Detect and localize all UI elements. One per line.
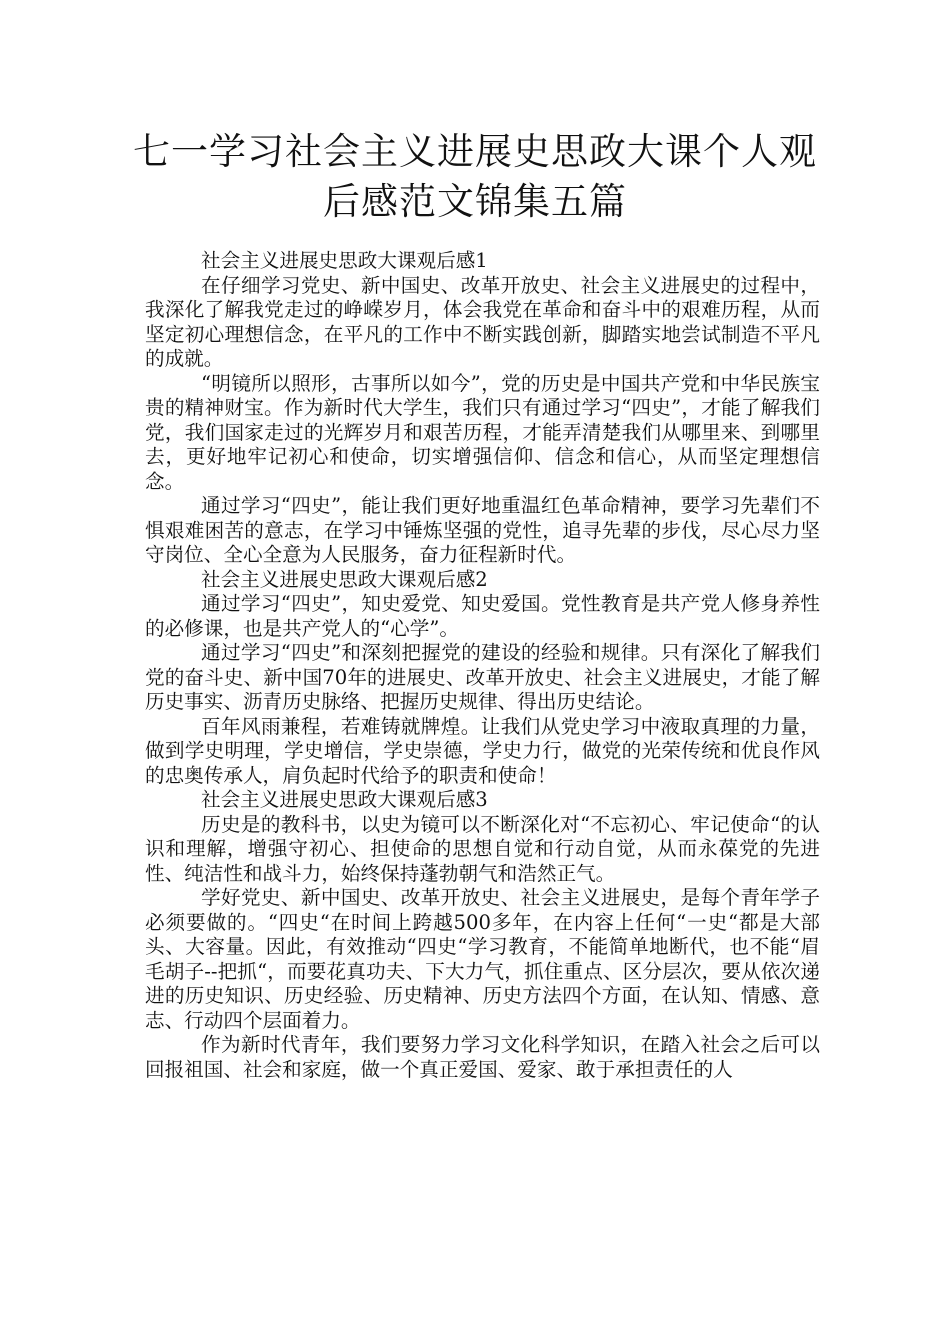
document-title-line-1: 七一学习社会主义进展史思政大课个人观 <box>133 130 817 173</box>
section-heading: 社会主义进展史思政大课观后感3 <box>201 788 488 811</box>
document-title-line-2: 后感范文锦集五篇 <box>323 180 627 223</box>
section-heading: 社会主义进展史思政大课观后感2 <box>201 567 488 591</box>
paragraph: “明镜所以照形，古事所以如今”，党的历史是中国共产党和中华民族宝贵的精神财宝。作为新时代大学生，我们只有通过学习“四史”，才能了解我们党，我们国家走过的光辉岁月和艰苦历程，才能弄清楚我们从哪里来、到哪里去，更好地牢记初心和使命，切实增强信仰、信念和信心，从而坚定理想信念。 <box>145 371 820 493</box>
paragraph: 通过学习“四史”，能让我们更好地重温红色革命精神，要学习先辈们不惧艰难困苦的意志，在学习中锤炼坚强的党性，追寻先辈的步伐，尽心尽力坚守岗位、全心全意为人民服务，奋力征程新时代。 <box>145 494 820 566</box>
paragraph: 百年风雨兼程，若难铸就牌煌。让我们从党史学习中液取真理的力量，做到学史明理，学史增信，学史崇德，学史力行，做党的光荣传统和优良作风的忠奥传承人，肩负起时代给予的职责和使命！ <box>145 714 820 787</box>
paragraph: 作为新时代青年，我们要努力学习文化科学知识，在踏入社会之后可以回报祖国、社会和家庭，做一个真正爱国、爱家、敢于承担责任的人 <box>145 1033 820 1081</box>
paragraph: 在仔细学习党史、新中国史、改革开放史、社会主义进展史的过程中，我深化了解我党走过的峥嵘岁月，体会我党在革命和奋斗中的艰难历程，从而坚定初心理想信念，在平凡的工作中不断实践创新，脚踏实地尝试制造不平凡的成就。 <box>145 273 820 370</box>
paragraph: 通过学习“四史”和深刻把握党的建设的经验和规律。只有深化了解我们党的奋斗史、新中国70年的进展史、改革开放史、社会主义进展史，才能了解历史事实、沥青历史脉络、把握历史规律、得出历史结论。 <box>145 641 820 713</box>
document-body <box>145 249 820 1082</box>
section-heading: 社会主义进展史思政大课观后感1 <box>201 249 488 272</box>
paragraph: 通过学习“四史”，知史爱党、知史爱国。党性教育是共产党人修身养性的必修课，也是共产党人的“心学”。 <box>145 592 820 640</box>
paragraph: 学好党史、新中国史、改革开放史、社会主义进展史，是每个青年学子必须要做的。“四史“在时间上跨越500多年，在内容上任何“一史“都是大部头、大容量。因此，有效推动“四史“学习教育，不能简单地断代，也不能“眉毛胡子--把抓“，而要花真功夫、下大力气，抓住重点、区分层次，要从依次递进的历史知识、历史经验、历史精神、历史方法四个方面，在认知、情感、意志、行动四个层面着力。 <box>145 886 820 1032</box>
paragraph: 历史是的教科书，以史为镜可以不断深化对“不忘初心、牢记使命“的认识和理解，增强守初心、担使命的思想自觉和行动自觉，从而永葆党的先进性、纯洁性和战斗力，始终保持蓬勃朝气和浩然正气。 <box>145 812 820 885</box>
